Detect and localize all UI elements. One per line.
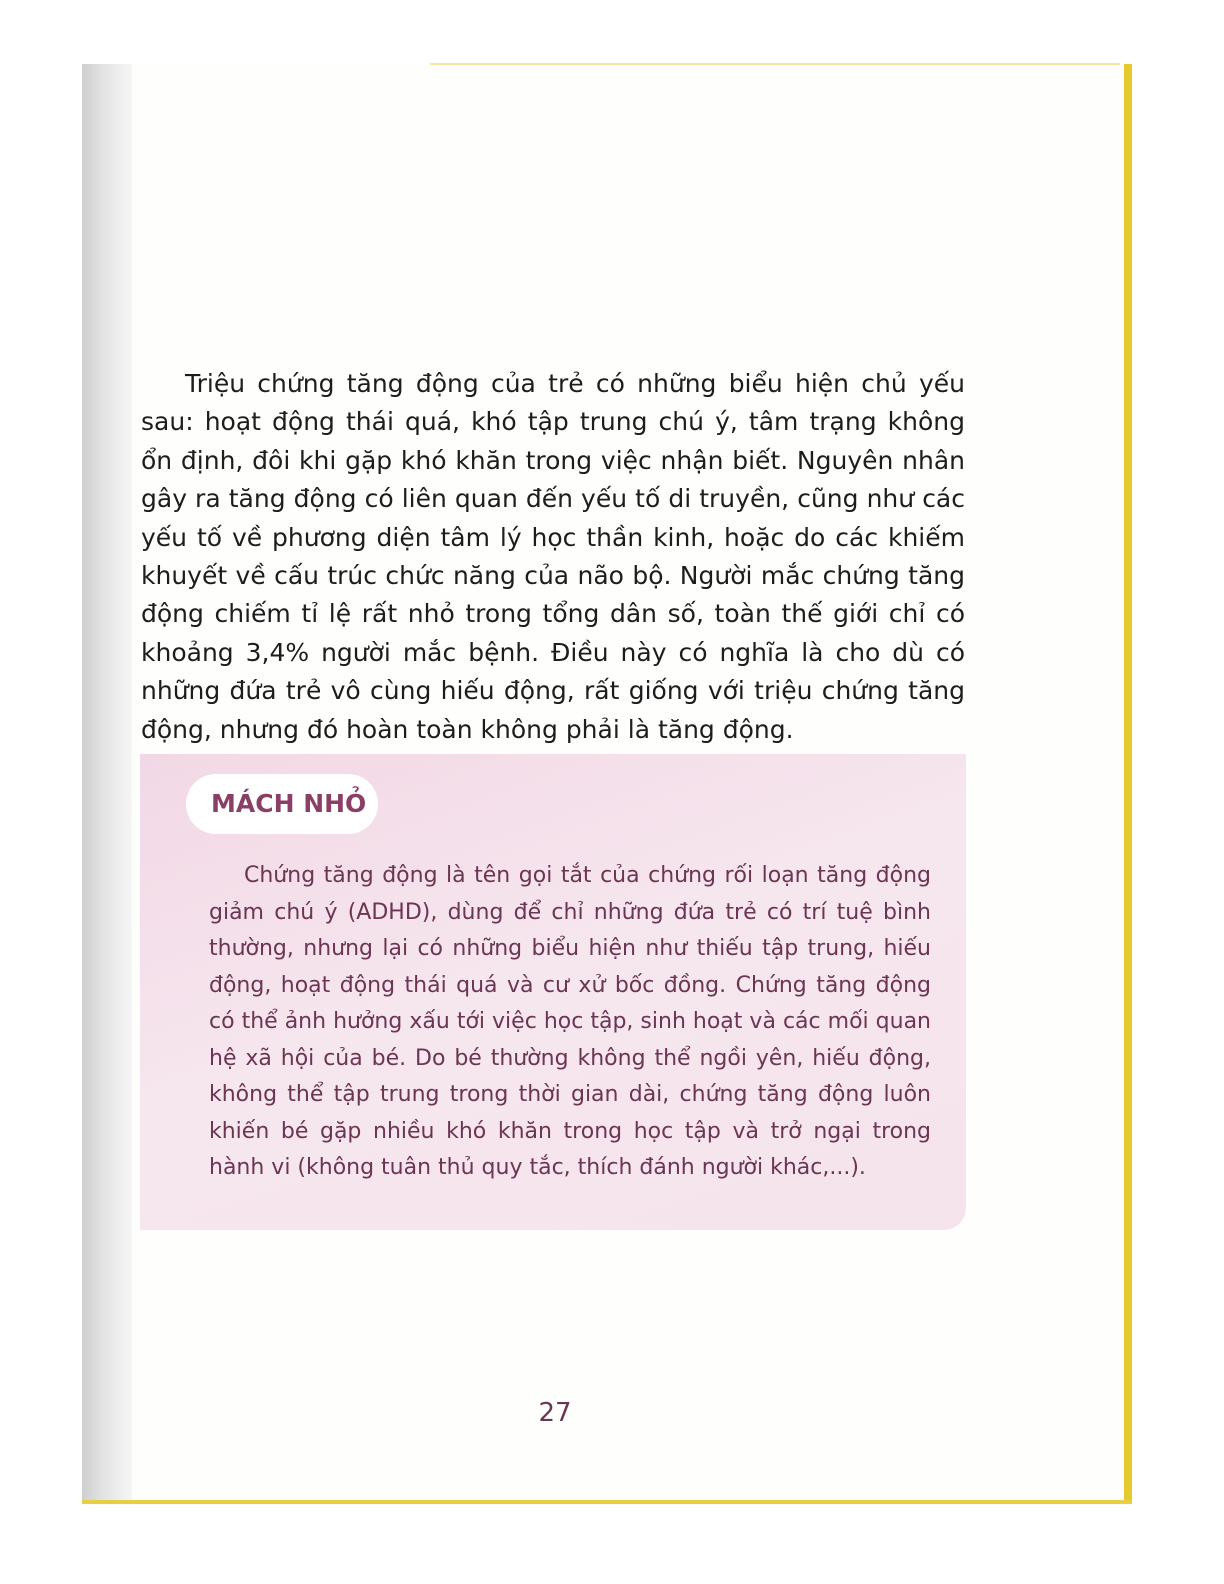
page-bottom-edge — [82, 1500, 1132, 1504]
body-paragraph: Triệu chứng tăng động của trẻ có những biểu hiện chủ yếu sau: hoạt động thái quá, khó tập trung chú ý, tâm trạng không ổn định, đôi khi gặp khó khăn trong việc nhận biết. Nguyên nhân gây ra tăng động có liên quan đến yếu tố di truyền, cũng như các yếu tố về phương diện tâm lý học thần kinh, hoặc do các khiếm khuyết về cấu trúc chức năng của não bộ. Người mắc chứng tăng động chiếm tỉ lệ rất nhỏ trong tổng dân số, toàn thế giới chỉ có khoảng 3,4% người mắc bệnh. Điều này có nghĩa là cho dù có những đứa trẻ vô cùng hiếu động, rất giống với triệu chứng tăng động, nhưng đó hoàn toàn không phải là tăng động. — [141, 369, 965, 744]
binding-shadow — [82, 64, 132, 1504]
page-top-edge — [430, 63, 1120, 65]
page-number: 27 — [538, 1398, 572, 1428]
tip-label: MÁCH NHỎ — [186, 774, 378, 834]
tip-text: Chứng tăng động là tên gọi tắt của chứng rối loạn tăng động giảm chú ý (ADHD), dùng để chỉ những đứa trẻ có trí tuệ bình thường, nhưng lại có những biểu hiện như thiếu tập trung, hiếu động, hoạt động thái quá và cư xử bốc đồng. Chứng tăng động có thể ảnh hưởng xấu tới việc học tập, sinh hoạt và các mối quan hệ xã hội của bé. Do bé thường không thể ngồi yên, hiếu động, không thể tập trung trong thời gian dài, chứng tăng động luôn khiến bé gặp nhiều khó khăn trong học tập và trở ngại trong hành vi (không tuân thủ quy tắc, thích đánh người khác,...). — [209, 863, 931, 1180]
page-right-edge — [1124, 64, 1132, 1504]
